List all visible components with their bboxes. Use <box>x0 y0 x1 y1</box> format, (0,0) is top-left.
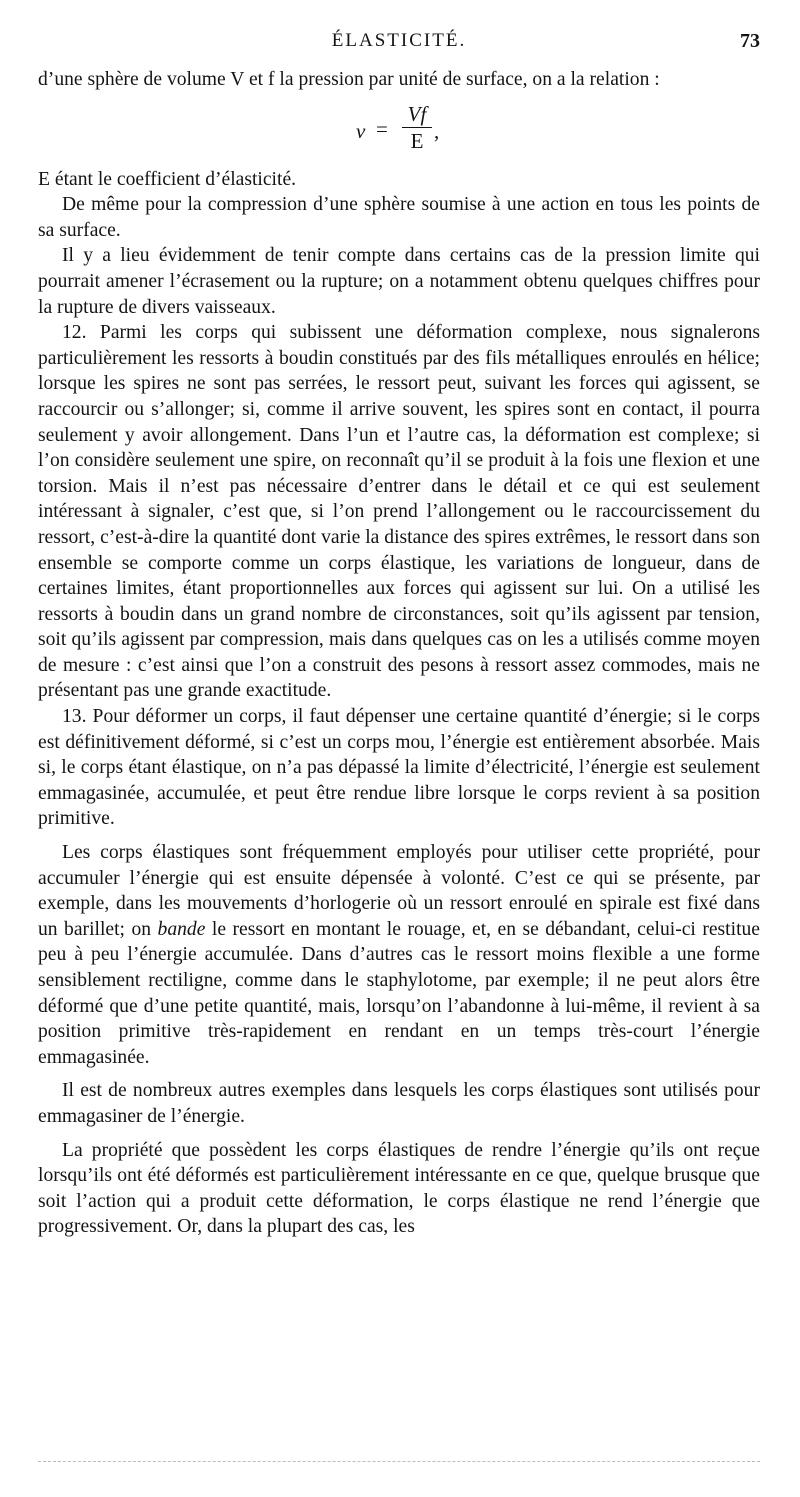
running-header <box>38 30 760 58</box>
formula-equals-sign: = <box>376 116 388 141</box>
italic-word: bande <box>157 918 206 940</box>
paragraph-property: La propriété que possèdent les corps élastiques de rendre l’énergie qu’ils ont reçue lorsqu’ils ont été déformés est particulièrement intéressante en ce que, quelque brusque que soit l’action qui a produit cette déformation, le corps élastique ne rend l’énergie que progressivement. Or, dans la plupart des cas, les <box>38 1139 760 1238</box>
section-number-12: 12. <box>62 322 87 344</box>
paragraph-energy-storage-start: Les corps élastiques sont fréquemment employés pour utiliser cette propriété, pour accumuler l’énergie qui est ensuite dépensée à volonté. C’est ce qui se présente, par exemple, dans les mouvements d’horlogerie où un ressort enroulé en spirale est fixé dans un barillet; on <box>38 842 760 940</box>
formula <box>38 99 760 159</box>
page-number: 73 <box>740 30 760 52</box>
paragraph-compression: De même pour la compression d’une sphère soumise à une action en tous les points de sa surface. <box>38 194 760 241</box>
formula-denominator: E <box>410 128 424 153</box>
bottom-bleed-line <box>38 1461 760 1462</box>
section-number-13: 13. <box>62 706 87 728</box>
formula-numerator: Vf <box>407 101 427 126</box>
formula-lhs: v <box>356 118 366 143</box>
paragraph-energy-storage-end: le ressort en montant le rouage, et, en se débandant, celui-ci restitue peu à peu l’énergie accumulée. Dans d’autres cas le ressort moins flexible a une forme sensiblement rectiligne, comme dans le staphylotome, par exemple; il ne peut alors être déformé que d’une petite quantité, mais, lorsqu’on l’abandonne à lui-même, il revient à sa position primitive très-rapidement en rendant en un temps très-court l’énergie emmagasinée. <box>38 918 761 1068</box>
paragraph-other-examples: Il est de nombreux autres exemples dans lesquels les corps élastiques sont utilisés pour emmagasiner de l’énergie. <box>38 1080 760 1127</box>
section-12 <box>38 320 760 704</box>
paragraph-coefficient: E étant le coefficient d’élasticité. <box>38 168 297 190</box>
section-13 <box>38 704 760 832</box>
paragraph-gap <box>38 1130 760 1138</box>
paragraph-gap <box>38 832 760 840</box>
section-12-text: Parmi les corps qui subissent une déformation complexe, nous signalerons particulièrement les ressorts à boudin constitués par des fils métalliques enroulés en hélice; lorsque les spires ne sont pas serrées, le ressort peut, suivant les forces qui agissent, se raccourcir ou s’allonger; si, comme il arrive souvent, les spires sont en contact, il pourra seulement y avoir allongement. Dans l’un et l’autre cas, la déformation est complexe; si l’on considère seulement une spire, on reconnaît qu’il se produit à la fois une flexion et une torsion. Mais il n’est pas nécessaire d’entrer dans le détail et ce qui est seulement intéressant à signaler, c’est que, si l’on prend l’allongement ou le raccourcissement du ressort, c’est-à-dire la quantité dont varie la distance des spires extrêmes, le ressort dans son ensemble se comporte comme un corps élastique, les variations de longueur, dans de certaines limites, étant proportionnelles aux forces qui agissent sur lui. On a utilisé les ressorts à boudin dans un grand nombre de circonstances, soit qu’ils agissent par tension, soit qu’ils agissent par compression, mais dans quelques cas on les a utilisés comme moyen de mesure : c’est ainsi que l’on a construit des pesons à ressort assez commodes, mais ne présentant pas une grande exactitude. <box>38 322 760 702</box>
intro-line: d’une sphère de volume V et f la pression par unité de surface, on a la relation : <box>38 69 660 90</box>
paragraph-energy-storage <box>38 840 760 1070</box>
fraction-bar <box>402 127 432 128</box>
paragraph-pressure-limit: Il y a lieu évidemment de tenir compte dans certains cas de la pression limite qui pourrait amener l’écrasement ou la rupture; on a notamment obtenu quelques chiffres pour la rupture de divers vaisseaux. <box>38 245 760 318</box>
formula-comma: , <box>434 118 440 143</box>
formula-fraction <box>402 103 432 152</box>
section-13-text: Pour déformer un corps, il faut dépenser une certaine quantité d’énergie; si le corps est définitivement déformé, si c’est un corps mou, l’énergie est entièrement absorbée. Mais si, le corps étant élastique, on n’a pas dépassé la limite d’électricité, l’énergie est seulement emmagasinée, accumulée, et peut être rendue libre lorsque le corps revient à sa position primitive. <box>38 706 760 830</box>
paragraph-gap <box>38 1070 760 1078</box>
running-title: ÉLASTICITÉ. <box>331 30 467 51</box>
text-column <box>38 67 760 1240</box>
